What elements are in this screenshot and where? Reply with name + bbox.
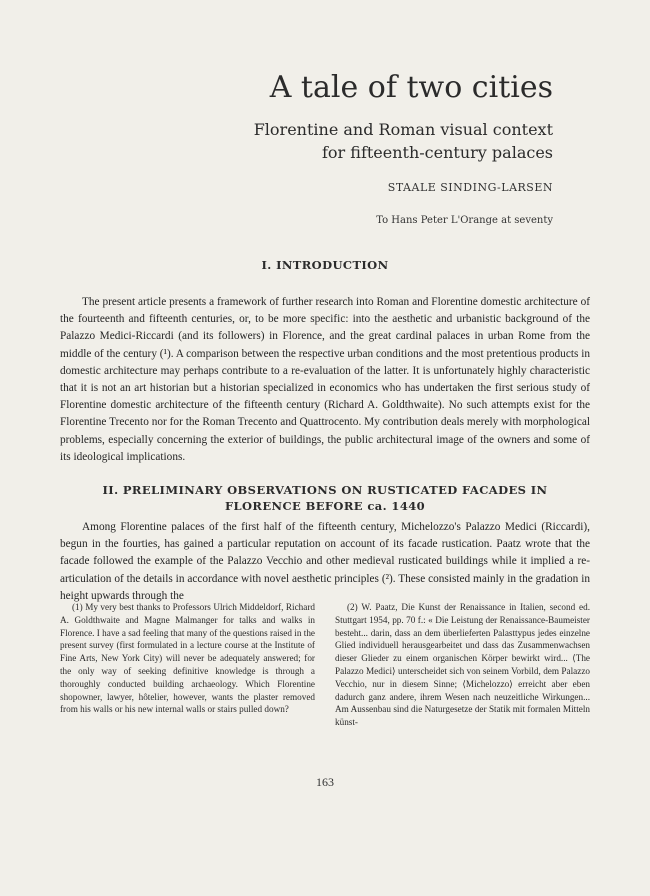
section-heading-line-2: FLORENCE BEFORE ca. 1440 (224, 499, 426, 513)
preliminary-observations-paragraph: Among Florentine palaces of the first half of the fifteenth century, Michelozzo's Palazzo Medici (Riccardi), begun in the fourties, has gained a particular reputation on account of its facade rustication. Paatz wrote that the facade followed the example of the Palazzo Vecchio and other medieval rusticated buildings while it implied a re-articulation of the details in accordance with novel aesthetic principles (²). These consisted mainly in the gradation in height upwards through the (60, 521, 590, 602)
article-title: A tale of two cities (269, 70, 553, 105)
dedication: To Hans Peter L'Orange at seventy (376, 215, 553, 226)
footnotes (60, 601, 590, 729)
subtitle-line-1: Florentine and Roman visual context (253, 120, 553, 139)
subtitle-line-2: for fifteenth-century palaces (321, 143, 553, 162)
footnote-1: (1) My very best thanks to Professors Ulrich Middeldorf, Richard A. Goldthwaite and Magne Malmanger for talks and walks in Florence. I have a sad feeling that many of the questions raised in the present survey (first formulated in a lecture course at the Institute of Fine Arts, New York City) will never be adequately answered; for the only way of seeking definitive knowledge is through a thoroughly conducted building archaeology. Which Florentine shopowner, lawyer, hôtelier, however, wants the plaster removed from his walls or his new internal walls or stairs pulled down? (60, 602, 315, 715)
article-subtitle (254, 118, 553, 164)
footnote-2: (2) W. Paatz, Die Kunst der Renaissance in Italien, second ed. Stuttgart 1954, pp. 70 f.: « Die Leistung der Renaissance-Baumeister besteht... darin, dass an dem überlieferten Palasttypus jedes einzelne Glied individuell herausgearbeitet und dass das Zusammenwachsen dieser Glieder zu einem organischen Körper bewirkt wird... ⟨The Palazzo Medici⟩ unterscheidet sich von seinem Vorbild, dem Palazzo Vecchio, nur in diesem Sinne; ⟨Michelozzo⟩ erreicht aber eben dadurch ganz andere, ihrem Wesen nach neuzeitliche Wirkungen... Am Aussenbau sind die Naturgesetze der Statik mit formalen Mitteln künst- (335, 602, 590, 728)
page-number: 163 (316, 775, 334, 789)
section-heading-line-1: II. PRELIMINARY OBSERVATIONS ON RUSTICATED FACADES IN (102, 483, 548, 497)
section-heading-introduction: I. INTRODUCTION (261, 258, 389, 272)
section-heading-preliminary-observations (60, 482, 590, 514)
introduction-paragraph: The present article presents a framework of further research into Roman and Florentine domestic architecture of the fourteenth and fifteenth centuries, or, to be more specific: into the aesthetic and urbanistic background of the Palazzo Medici-Riccardi (and its followers) in Florence, and the great cardinal palaces in urban Rome from the middle of the century (¹). A comparison between the respective urban conditions and the most pretentious products in domestic architecture may perhaps contribute to a re-evaluation of the latter. It is unfortunately highly characteristic that it is not an art historian but a historian specialized in economics who has undertaken the first serious study of Florentine domestic architecture of the fifteenth century (Richard A. Goldthwaite). No such attempts exist for the Florentine Trecento nor for the Roman Trecento and Quattrocento. My contribution deals merely with morphological problems, especially concerning the exterior of buildings, the public architectural image of the owners and some of its ideological implications. (60, 296, 590, 463)
author-name: STAALE SINDING-LARSEN (387, 181, 553, 194)
